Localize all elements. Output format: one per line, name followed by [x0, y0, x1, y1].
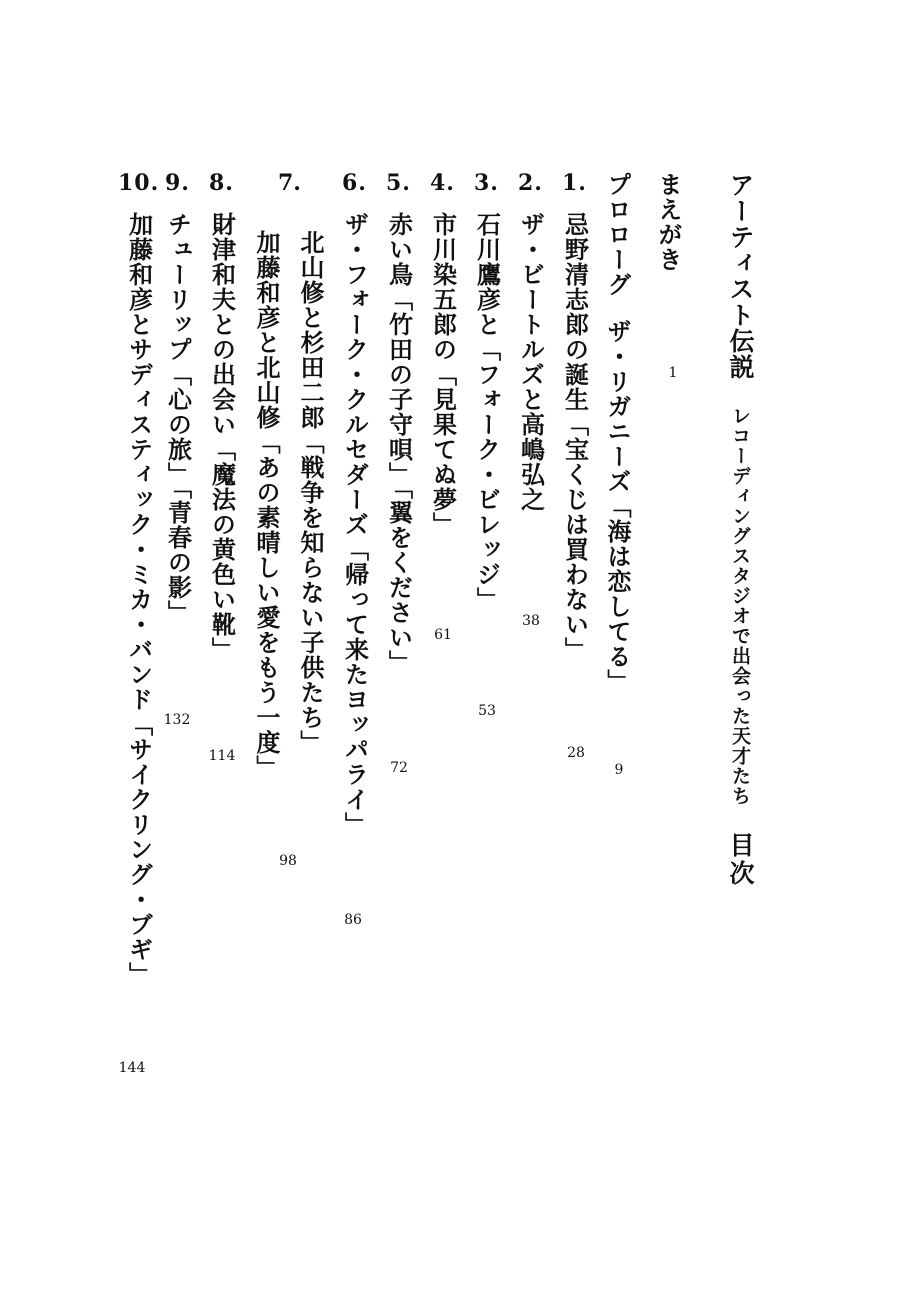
chapter-number: 1. [562, 170, 587, 196]
chapter-number: 10. [118, 170, 160, 196]
chapter-number: 8. [209, 170, 234, 196]
chapter-number-7: 7. [278, 170, 301, 196]
chapter-title: ザ・フォーク・クルセダーズ「帰って来たヨッパライ」 [340, 212, 370, 837]
chapter-page-number: 53 [478, 703, 496, 719]
chapter-page-number: 144 [118, 1060, 146, 1076]
book-title-column [728, 172, 753, 888]
chapter-page-number: 38 [522, 613, 540, 629]
chapter-number: 2. [518, 170, 543, 196]
chapter-entry-10 [118, 172, 159, 987]
chapter-number: 9. [165, 170, 190, 196]
book-subtitle: レコーディングスタジオで出会った天才たち [729, 406, 751, 806]
chapter-page-number: 98 [279, 853, 297, 869]
prologue-title: ザ・リガニーズ「海は恋してる」 [603, 319, 632, 694]
chapter-title: 加藤和彦とサディスティック・ミカ・バンド「サイクリング・ブギ」 [124, 212, 154, 987]
book-title: アーティスト伝説 [726, 172, 755, 380]
maegaki-page-number: 1 [668, 365, 678, 381]
chapter-entry-7-line-1: 北山修と杉田二郎「戦争を知らない子供たち」 [296, 230, 325, 755]
chapter-title: 石川鷹彦と「フォーク・ビレッジ」 [472, 212, 502, 612]
chapter-entry-1 [560, 170, 590, 662]
prologue-entry [603, 172, 632, 694]
chapter-title: 忌野清志郎の誕生「宝くじは買わない」 [560, 212, 590, 662]
chapter-entry-9 [163, 170, 193, 625]
chapter-number: 4. [430, 170, 455, 196]
prologue-page-number: 9 [614, 762, 624, 778]
chapter-number: 5. [386, 170, 411, 196]
chapter-title: 財津和夫との出会い「魔法の黄色い靴」 [207, 212, 237, 662]
chapter-entry-7-line-2: 加藤和彦と北山修「あの素晴しい愛をもう一度」 [252, 230, 281, 780]
chapter-page-number: 132 [163, 712, 191, 728]
chapter-title: ザ・ビートルズと高嶋弘之 [516, 212, 546, 512]
chapter-page-number: 86 [344, 912, 362, 928]
maegaki-heading: まえがき [654, 172, 683, 272]
chapter-entry-8 [207, 170, 237, 662]
chapter-title: 市川染五郎の「見果てぬ夢」 [428, 212, 458, 537]
prologue-label: プロローグ [603, 172, 632, 297]
chapter-page-number: 72 [390, 760, 408, 776]
chapter-page-number: 28 [567, 745, 585, 761]
chapter-page-number: 61 [434, 627, 452, 643]
chapter-entry-6 [340, 170, 370, 837]
chapter-entry-2 [516, 170, 546, 512]
chapter-title: チューリップ「心の旅」「青春の影」 [163, 212, 193, 625]
chapter-page-number: 114 [208, 748, 236, 764]
toc-label: 目次 [726, 832, 755, 888]
chapter-title: 赤い鳥「竹田の子守唄」「翼をください」 [384, 212, 414, 675]
chapter-entry-5 [384, 170, 414, 675]
chapter-number: 6. [342, 170, 367, 196]
chapter-number: 3. [474, 170, 499, 196]
chapter-entry-4 [428, 170, 458, 537]
chapter-entry-3 [472, 170, 502, 612]
